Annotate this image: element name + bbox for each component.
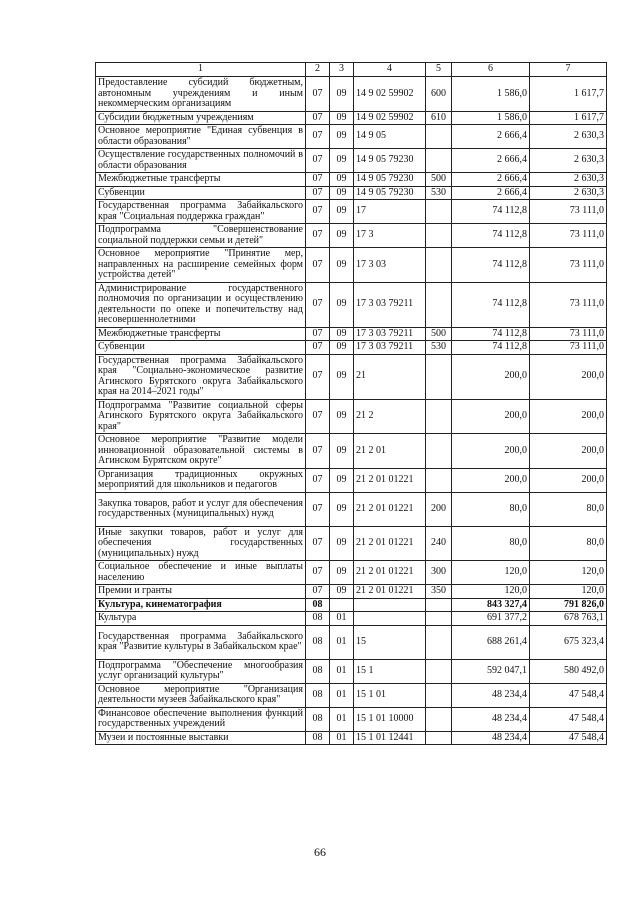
subsection-code: 01 — [330, 731, 354, 745]
expense-type-code — [426, 224, 452, 248]
subsection-code — [330, 598, 354, 612]
column-header: 3 — [330, 63, 354, 77]
subsection-code: 09 — [330, 200, 354, 224]
target-article-code — [354, 612, 426, 626]
subsection-code: 09 — [330, 282, 354, 327]
table-body — [96, 77, 607, 745]
item-name: Организация традиционных окружных мероприятий для школьников и педагогов — [96, 468, 306, 492]
item-name: Культура, кинематография — [96, 598, 306, 612]
expense-type-code — [426, 468, 452, 492]
section-code: 08 — [306, 598, 330, 612]
amount-second-year: 200,0 — [530, 399, 607, 434]
subsection-code: 01 — [330, 625, 354, 659]
expense-type-code — [426, 612, 452, 626]
section-code: 08 — [306, 625, 330, 659]
subsection-code: 09 — [330, 149, 354, 173]
section-code: 07 — [306, 149, 330, 173]
amount-second-year: 73 111,0 — [530, 200, 607, 224]
section-code: 08 — [306, 659, 330, 683]
table-row — [96, 561, 607, 585]
amount-second-year: 200,0 — [530, 434, 607, 469]
section-code: 07 — [306, 354, 330, 399]
target-article-code: 17 3 03 79211 — [354, 341, 426, 355]
expense-type-code — [426, 659, 452, 683]
item-name: Подпрограмма "Развитие социальной сферы Агинского Бурятского округа Забайкальского края" — [96, 399, 306, 434]
subsection-code: 09 — [330, 492, 354, 526]
expense-type-code: 300 — [426, 561, 452, 585]
target-article-code: 14 9 02 59902 — [354, 111, 426, 125]
item-name: Основное мероприятие "Принятие мер, направленных на расширение семейных форм устройства детей" — [96, 248, 306, 283]
subsection-code: 09 — [330, 111, 354, 125]
target-article-code: 21 2 01 01221 — [354, 492, 426, 526]
expense-type-code — [426, 707, 452, 731]
item-name: Подпрограмма "Обеспечение многообразия услуг организаций культуры" — [96, 659, 306, 683]
section-code: 07 — [306, 341, 330, 355]
subsection-code: 01 — [330, 707, 354, 731]
amount-first-year: 80,0 — [452, 492, 530, 526]
section-code: 07 — [306, 399, 330, 434]
target-article-code: 14 9 02 59902 — [354, 77, 426, 112]
subsection-code: 09 — [330, 327, 354, 341]
table-row — [96, 224, 607, 248]
subsection-code: 09 — [330, 585, 354, 599]
amount-first-year: 200,0 — [452, 468, 530, 492]
table-row — [96, 354, 607, 399]
amount-first-year: 2 666,4 — [452, 125, 530, 149]
amount-second-year: 2 630,3 — [530, 186, 607, 200]
amount-second-year: 73 111,0 — [530, 327, 607, 341]
expense-type-code: 530 — [426, 186, 452, 200]
section-code: 07 — [306, 282, 330, 327]
table-row — [96, 200, 607, 224]
subsection-code: 09 — [330, 354, 354, 399]
amount-first-year: 120,0 — [452, 585, 530, 599]
item-name: Субвенции — [96, 186, 306, 200]
amount-first-year: 74 112,8 — [452, 248, 530, 283]
target-article-code: 15 1 01 — [354, 683, 426, 707]
column-header: 1 — [96, 63, 306, 77]
table-row — [96, 173, 607, 187]
expense-type-code — [426, 731, 452, 745]
amount-second-year: 791 826,0 — [530, 598, 607, 612]
table-row — [96, 526, 607, 561]
target-article-code: 15 1 — [354, 659, 426, 683]
expense-type-code: 530 — [426, 341, 452, 355]
expense-type-code: 600 — [426, 77, 452, 112]
table-row — [96, 434, 607, 469]
target-article-code: 17 3 — [354, 224, 426, 248]
section-code: 07 — [306, 585, 330, 599]
page-number: 66 — [314, 845, 326, 859]
table-row — [96, 468, 607, 492]
column-number-row — [96, 63, 607, 77]
amount-first-year: 74 112,8 — [452, 224, 530, 248]
item-name: Субвенции — [96, 341, 306, 355]
amount-second-year: 73 111,0 — [530, 341, 607, 355]
column-header: 6 — [452, 63, 530, 77]
target-article-code — [354, 598, 426, 612]
table-row — [96, 282, 607, 327]
item-name: Предоставление субсидий бюджетным, автономным учреждениям и иным некоммерческим организациям — [96, 77, 306, 112]
amount-second-year: 47 548,4 — [530, 683, 607, 707]
section-code: 07 — [306, 125, 330, 149]
section-code: 07 — [306, 200, 330, 224]
expense-type-code — [426, 683, 452, 707]
item-name: Межбюджетные трансферты — [96, 327, 306, 341]
amount-second-year: 120,0 — [530, 561, 607, 585]
item-name: Основное мероприятие "Организация деятельности музеев Забайкальского края" — [96, 683, 306, 707]
subsection-code: 01 — [330, 683, 354, 707]
target-article-code: 21 — [354, 354, 426, 399]
section-code: 07 — [306, 173, 330, 187]
amount-first-year: 2 666,4 — [452, 149, 530, 173]
table-row — [96, 248, 607, 283]
target-article-code: 17 — [354, 200, 426, 224]
amount-first-year: 74 112,8 — [452, 282, 530, 327]
table-row — [96, 327, 607, 341]
amount-first-year: 120,0 — [452, 561, 530, 585]
item-name: Основное мероприятие "Единая субвенция в области образования" — [96, 125, 306, 149]
target-article-code: 21 2 01 — [354, 434, 426, 469]
subsection-code: 09 — [330, 186, 354, 200]
target-article-code: 21 2 01 01221 — [354, 561, 426, 585]
target-article-code: 15 — [354, 625, 426, 659]
expense-type-code — [426, 149, 452, 173]
table-row — [96, 399, 607, 434]
target-article-code: 21 2 01 01221 — [354, 526, 426, 561]
section-code: 07 — [306, 561, 330, 585]
table-row — [96, 659, 607, 683]
amount-first-year: 74 112,8 — [452, 200, 530, 224]
target-article-code: 21 2 — [354, 399, 426, 434]
section-code: 07 — [306, 327, 330, 341]
subsection-code: 09 — [330, 77, 354, 112]
amount-second-year: 80,0 — [530, 526, 607, 561]
subsection-code: 01 — [330, 659, 354, 683]
amount-second-year: 200,0 — [530, 354, 607, 399]
amount-second-year: 200,0 — [530, 468, 607, 492]
item-name: Государственная программа Забайкальского края "Социальная поддержка граждан" — [96, 200, 306, 224]
amount-second-year: 580 492,0 — [530, 659, 607, 683]
target-article-code: 15 1 01 10000 — [354, 707, 426, 731]
table-row — [96, 731, 607, 745]
expense-type-code — [426, 625, 452, 659]
expense-type-code — [426, 354, 452, 399]
amount-first-year: 2 666,4 — [452, 186, 530, 200]
table-row — [96, 612, 607, 626]
item-name: Культура — [96, 612, 306, 626]
table-row — [96, 598, 607, 612]
amount-second-year: 2 630,3 — [530, 125, 607, 149]
item-name: Премии и гранты — [96, 585, 306, 599]
expense-type-code — [426, 399, 452, 434]
table-row — [96, 149, 607, 173]
amount-second-year: 2 630,3 — [530, 173, 607, 187]
amount-first-year: 80,0 — [452, 526, 530, 561]
table-row — [96, 683, 607, 707]
item-name: Администрирование государственного полномочия по организации и осуществлению деятельности по опеке и попечительству над несовершеннолетними — [96, 282, 306, 327]
table-row — [96, 77, 607, 112]
expense-type-code — [426, 598, 452, 612]
table-row — [96, 492, 607, 526]
section-code: 07 — [306, 434, 330, 469]
section-code: 08 — [306, 612, 330, 626]
item-name: Государственная программа Забайкальского края "Развитие культуры в Забайкальском крае" — [96, 625, 306, 659]
expense-type-code: 500 — [426, 173, 452, 187]
column-header: 2 — [306, 63, 330, 77]
item-name: Закупка товаров, работ и услуг для обеспечения государственных (муниципальных) нужд — [96, 492, 306, 526]
item-name: Осуществление государственных полномочий в области образования — [96, 149, 306, 173]
target-article-code: 14 9 05 — [354, 125, 426, 149]
subsection-code: 09 — [330, 399, 354, 434]
target-article-code: 15 1 01 12441 — [354, 731, 426, 745]
amount-second-year: 675 323,4 — [530, 625, 607, 659]
amount-first-year: 200,0 — [452, 399, 530, 434]
item-name: Музеи и постоянные выставки — [96, 731, 306, 745]
amount-second-year: 1 617,7 — [530, 111, 607, 125]
item-name: Финансовое обеспечение выполнения функций государственных учреждений — [96, 707, 306, 731]
target-article-code: 17 3 03 — [354, 248, 426, 283]
expense-type-code: 500 — [426, 327, 452, 341]
amount-second-year: 73 111,0 — [530, 248, 607, 283]
amount-first-year: 48 234,4 — [452, 731, 530, 745]
section-code: 08 — [306, 707, 330, 731]
table-row — [96, 125, 607, 149]
subsection-code: 09 — [330, 248, 354, 283]
target-article-code: 17 3 03 79211 — [354, 282, 426, 327]
item-name: Иные закупки товаров, работ и услуг для обеспечения государственных (муниципальных) нужд — [96, 526, 306, 561]
item-name: Межбюджетные трансферты — [96, 173, 306, 187]
amount-first-year: 1 586,0 — [452, 111, 530, 125]
table-row — [96, 341, 607, 355]
expense-type-code — [426, 125, 452, 149]
amount-first-year: 48 234,4 — [452, 707, 530, 731]
expense-type-code: 240 — [426, 526, 452, 561]
amount-first-year: 691 377,2 — [452, 612, 530, 626]
subsection-code: 09 — [330, 224, 354, 248]
subsection-code: 09 — [330, 526, 354, 561]
section-code: 07 — [306, 77, 330, 112]
section-code: 07 — [306, 186, 330, 200]
section-code: 07 — [306, 468, 330, 492]
table-row — [96, 625, 607, 659]
target-article-code: 21 2 01 01221 — [354, 468, 426, 492]
amount-second-year: 678 763,1 — [530, 612, 607, 626]
amount-first-year: 592 047,1 — [452, 659, 530, 683]
amount-first-year: 1 586,0 — [452, 77, 530, 112]
amount-second-year: 120,0 — [530, 585, 607, 599]
subsection-code: 09 — [330, 341, 354, 355]
section-code: 07 — [306, 492, 330, 526]
target-article-code: 14 9 05 79230 — [354, 186, 426, 200]
amount-first-year: 2 666,4 — [452, 173, 530, 187]
amount-second-year: 80,0 — [530, 492, 607, 526]
expense-type-code: 350 — [426, 585, 452, 599]
expense-type-code — [426, 434, 452, 469]
amount-first-year: 200,0 — [452, 354, 530, 399]
column-header: 5 — [426, 63, 452, 77]
item-name: Субсидии бюджетным учреждениям — [96, 111, 306, 125]
subsection-code: 09 — [330, 125, 354, 149]
expense-type-code: 610 — [426, 111, 452, 125]
amount-second-year: 1 617,7 — [530, 77, 607, 112]
target-article-code: 14 9 05 79230 — [354, 149, 426, 173]
subsection-code: 09 — [330, 468, 354, 492]
amount-first-year: 74 112,8 — [452, 341, 530, 355]
subsection-code: 09 — [330, 561, 354, 585]
item-name: Государственная программа Забайкальского края "Социально-экономическое развитие Агинского Бурятского округа Забайкальского края на 2014–2021 годы" — [96, 354, 306, 399]
table-row — [96, 707, 607, 731]
column-header: 4 — [354, 63, 426, 77]
target-article-code: 17 3 03 79211 — [354, 327, 426, 341]
section-code: 08 — [306, 683, 330, 707]
section-code: 07 — [306, 224, 330, 248]
expense-type-code — [426, 282, 452, 327]
item-name: Основное мероприятие "Развитие модели инновационной образовательной системы в Агинском Бурятском округе" — [96, 434, 306, 469]
expense-type-code: 200 — [426, 492, 452, 526]
amount-first-year: 48 234,4 — [452, 683, 530, 707]
item-name: Социальное обеспечение и иные выплаты населению — [96, 561, 306, 585]
target-article-code: 21 2 01 01221 — [354, 585, 426, 599]
section-code: 07 — [306, 248, 330, 283]
section-code: 07 — [306, 526, 330, 561]
amount-second-year: 73 111,0 — [530, 224, 607, 248]
expense-type-code — [426, 248, 452, 283]
subsection-code: 09 — [330, 434, 354, 469]
amount-second-year: 73 111,0 — [530, 282, 607, 327]
section-code: 08 — [306, 731, 330, 745]
section-code: 07 — [306, 111, 330, 125]
amount-first-year: 74 112,8 — [452, 327, 530, 341]
budget-table — [95, 62, 607, 745]
budget-table-sheet — [95, 62, 606, 745]
subsection-code: 09 — [330, 173, 354, 187]
amount-second-year: 2 630,3 — [530, 149, 607, 173]
table-row — [96, 585, 607, 599]
amount-first-year: 200,0 — [452, 434, 530, 469]
expense-type-code — [426, 200, 452, 224]
subsection-code: 01 — [330, 612, 354, 626]
item-name: Подпрограмма "Совершенствование социальной поддержки семьи и детей" — [96, 224, 306, 248]
table-row — [96, 186, 607, 200]
table-row — [96, 111, 607, 125]
amount-second-year: 47 548,4 — [530, 731, 607, 745]
column-header: 7 — [530, 63, 607, 77]
target-article-code: 14 9 05 79230 — [354, 173, 426, 187]
amount-first-year: 688 261,4 — [452, 625, 530, 659]
amount-first-year: 843 327,4 — [452, 598, 530, 612]
amount-second-year: 47 548,4 — [530, 707, 607, 731]
